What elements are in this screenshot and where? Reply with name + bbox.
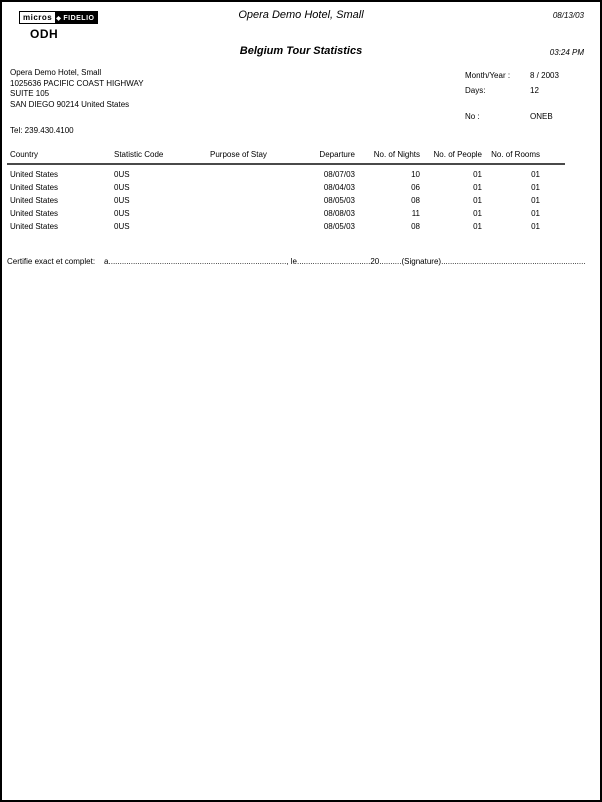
certification-line	[7, 257, 601, 266]
col-header-departure: Departure	[319, 150, 355, 159]
report-title: Belgium Tour Statistics	[239, 45, 363, 57]
cell-rooms: 01	[531, 196, 540, 205]
cell-stat-code: 0US	[114, 170, 130, 179]
cell-purpose	[210, 195, 302, 206]
fidelio-logo-text: FIDELIO	[63, 14, 95, 22]
micros-logo-text: micros	[19, 11, 56, 24]
dotted-leader: ................................................................................	[108, 257, 287, 266]
cell-purpose	[210, 208, 302, 219]
cell-country: United States	[10, 222, 59, 231]
cell-rooms: 01	[531, 183, 540, 192]
cell-purpose	[210, 182, 302, 193]
cell-rooms: 01	[531, 170, 540, 179]
print-date: 08/13/03	[552, 11, 584, 20]
col-header-nights: No. of Nights	[373, 150, 420, 159]
certification-signature: (Signature)	[401, 257, 442, 266]
col-header-purpose: Purpose of Stay	[210, 150, 267, 159]
cell-stat-code: 0US	[114, 209, 130, 218]
cell-country: United States	[10, 209, 59, 218]
cell-purpose	[210, 169, 302, 180]
cell-nights: 11	[411, 209, 420, 218]
month-year-label: Month/Year :	[465, 71, 511, 80]
certification-label: Certifie exact et complet:	[7, 257, 96, 266]
table-row	[10, 221, 543, 232]
cell-nights: 08	[411, 222, 420, 231]
table-row	[10, 169, 543, 180]
cell-people: 01	[473, 183, 482, 192]
hotel-name-line: Opera Demo Hotel, Small	[10, 68, 102, 77]
address-line-1: 1025636 PACIFIC COAST HIGHWAY	[10, 78, 144, 88]
col-header-people: No. of People	[433, 150, 482, 159]
table-row	[10, 208, 543, 219]
hotel-phone: Tel: 239.430.4100	[10, 126, 74, 135]
col-header-statistic-code: Statistic Code	[114, 150, 164, 159]
dotted-leader: .................................	[296, 257, 371, 266]
cell-departure: 08/05/03	[323, 196, 355, 205]
cell-rooms: 01	[531, 222, 540, 231]
address-line-2: SUITE 105	[10, 89, 50, 99]
col-header-country: Country	[10, 150, 39, 159]
days-value: 12	[530, 86, 539, 95]
certification-a: a	[104, 257, 109, 266]
no-value: ONEB	[530, 112, 553, 121]
cell-people: 01	[473, 209, 482, 218]
dotted-leader: ..........	[379, 257, 402, 266]
cell-country: United States	[10, 170, 59, 179]
cell-nights: 10	[411, 170, 420, 179]
cell-nights: 08	[411, 196, 420, 205]
address-line-3: SAN DIEGO 90214 United States	[10, 99, 130, 109]
cell-departure: 08/07/03	[323, 170, 355, 179]
cell-people: 01	[473, 196, 482, 205]
cell-country: United States	[10, 183, 59, 192]
certification-year: 20	[370, 257, 380, 266]
cell-stat-code: 0US	[114, 196, 130, 205]
certification-le: , le	[286, 257, 297, 266]
cell-stat-code: 0US	[114, 183, 130, 192]
hotel-code: ODH	[30, 27, 59, 41]
cell-country: United States	[10, 196, 59, 205]
print-time: 03:24 PM	[549, 48, 584, 57]
table-header-row	[10, 149, 543, 160]
header-hotel-name: Opera Demo Hotel, Small	[238, 9, 364, 21]
cell-purpose	[210, 221, 302, 232]
diamond-icon: ◆	[56, 15, 62, 22]
table-row	[10, 195, 543, 206]
cell-stat-code: 0US	[114, 222, 130, 231]
dotted-leader: .................................................................	[441, 257, 586, 266]
no-label: No :	[465, 112, 480, 121]
cell-people: 01	[473, 170, 482, 179]
days-label: Days:	[465, 86, 486, 95]
hotel-address-block	[10, 68, 144, 110]
col-header-rooms: No. of Rooms	[491, 150, 540, 159]
cell-departure: 08/04/03	[323, 183, 355, 192]
cell-departure: 08/08/03	[323, 209, 355, 218]
month-year-value: 8 / 2003	[530, 71, 559, 80]
table-header-rule	[7, 163, 565, 165]
cell-people: 01	[473, 222, 482, 231]
cell-nights: 06	[411, 183, 420, 192]
table-row	[10, 182, 543, 193]
cell-rooms: 01	[531, 209, 540, 218]
cell-departure: 08/05/03	[323, 222, 355, 231]
